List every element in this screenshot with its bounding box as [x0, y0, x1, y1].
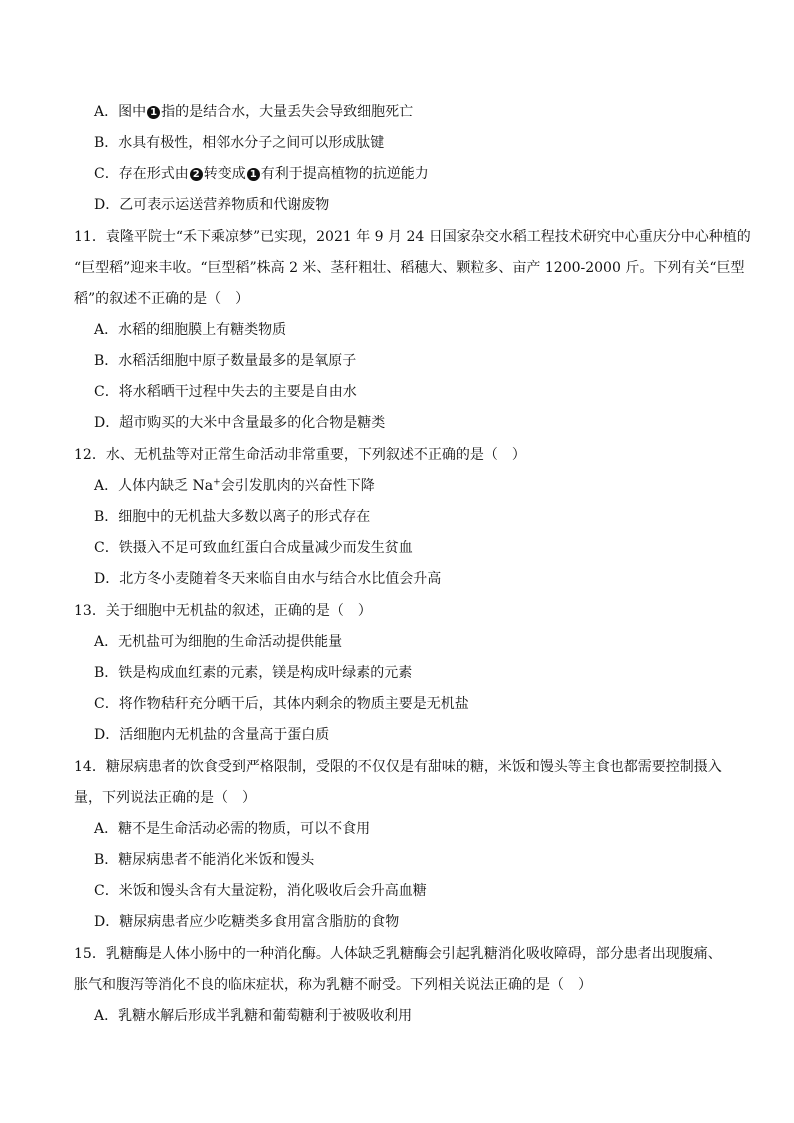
option-letter: B． — [94, 135, 119, 151]
q15-stem-line-1: 15．乳糖酶是人体小肠中的一种消化酶。人体缺乏乳糖酶会引起乳糖消化吸收障碍，部分患者出现腹痛、 — [74, 946, 722, 962]
q11-option-a: A．水稻的细胞膜上有糖类物质 — [94, 322, 287, 338]
q11-stem-line-1: 11．袁隆平院士“禾下乘凉梦”已实现，2021 年 9 月 24 日国家杂交水稻工程技术研究中心重庆分中心种植的 — [74, 229, 751, 245]
option-letter: C． — [94, 166, 119, 182]
option-text: 存在形式由 — [118, 166, 189, 182]
q13-option-a: A．无机盐可为细胞的生命活动提供能量 — [94, 634, 343, 650]
option-text: 转变成 — [203, 166, 246, 182]
q11-stem-line-3: 稻”的叙述不正确的是（ ） — [74, 291, 250, 307]
option-text: 水具有极性，相邻水分子之间可以形成肽键 — [118, 135, 385, 151]
q12-option-b: B．细胞中的无机盐大多数以离子的形式存在 — [94, 509, 371, 525]
q14-option-a: A．糖不是生命活动必需的物质，可以不食用 — [94, 821, 371, 837]
q12-option-a — [94, 476, 375, 496]
option-text: 有利于提高植物的抗逆能力 — [260, 166, 429, 182]
superscript-charge: + — [213, 477, 221, 488]
option-text: A．人体内缺乏 Na — [94, 478, 214, 494]
option-text: 指的是结合水，大量丢失会导致细胞死亡 — [161, 104, 414, 120]
circled-1-icon: 1 — [147, 106, 160, 119]
q10-option-a — [94, 102, 413, 122]
circled-1-icon: 1 — [247, 168, 260, 181]
circled-2-icon: 2 — [190, 168, 203, 181]
q13-option-b: B．铁是构成血红素的元素，镁是构成叶绿素的元素 — [94, 665, 413, 681]
q13-option-d: D．活细胞内无机盐的含量高于蛋白质 — [94, 727, 330, 743]
q14-option-d: D．糖尿病患者应少吃糖类多食用富含脂肪的食物 — [94, 914, 400, 930]
q15-stem-line-2: 胀气和腹泻等消化不良的临床症状，称为乳糖不耐受。下列相关说法正确的是（ ） — [74, 977, 592, 993]
q13-option-c: C．将作物秸秆充分晒干后，其体内剩余的物质主要是无机盐 — [94, 696, 469, 712]
q11-option-b: B．水稻活细胞中原子数量最多的是氧原子 — [94, 353, 357, 369]
option-letter: D． — [94, 197, 120, 213]
q10-option-c — [94, 164, 429, 184]
q15-option-a: A．乳糖水解后形成半乳糖和葡萄糖利于被吸收利用 — [94, 1008, 413, 1024]
q11-option-d: D．超市购买的大米中含量最多的化合物是糖类 — [94, 415, 386, 431]
option-text: 会引发肌肉的兴奋性下降 — [220, 478, 375, 494]
q10-option-b — [94, 133, 384, 153]
q12-option-c: C．铁摄入不足可致血红蛋白合成量减少而发生贫血 — [94, 540, 413, 556]
q14-option-c: C．米饭和馒头含有大量淀粉，消化吸收后会升高血糖 — [94, 883, 427, 899]
q13-stem: 13．关于细胞中无机盐的叙述，正确的是（ ） — [74, 603, 372, 619]
option-text: 乙可表示运送营养物质和代谢废物 — [119, 197, 330, 213]
q11-stem-line-2: “巨型稻”迎来丰收。“巨型稻”株高 2 米、茎秆粗壮、稻穗大、颗粒多、亩产 1200-2000 斤。下列有关“巨型 — [74, 260, 745, 276]
q14-option-b: B．糖尿病患者不能消化米饭和馒头 — [94, 852, 315, 868]
q14-stem-line-2: 量，下列说法正确的是（ ） — [74, 790, 256, 806]
q12-stem: 12．水、无机盐等对正常生命活动非常重要，下列叙述不正确的是（ ） — [74, 447, 526, 463]
q12-option-d: D．北方冬小麦随着冬天来临自由水与结合水比值会升高 — [94, 571, 442, 587]
option-text: 图中 — [118, 104, 147, 120]
q10-option-d — [94, 195, 329, 215]
q11-option-c: C．将水稻晒干过程中失去的主要是自由水 — [94, 384, 357, 400]
q14-stem-line-1: 14．糖尿病患者的饮食受到严格限制，受限的不仅仅是有甜味的糖，米饭和馒头等主食也都需要控制摄入 — [74, 759, 722, 775]
option-letter: A． — [94, 104, 119, 120]
